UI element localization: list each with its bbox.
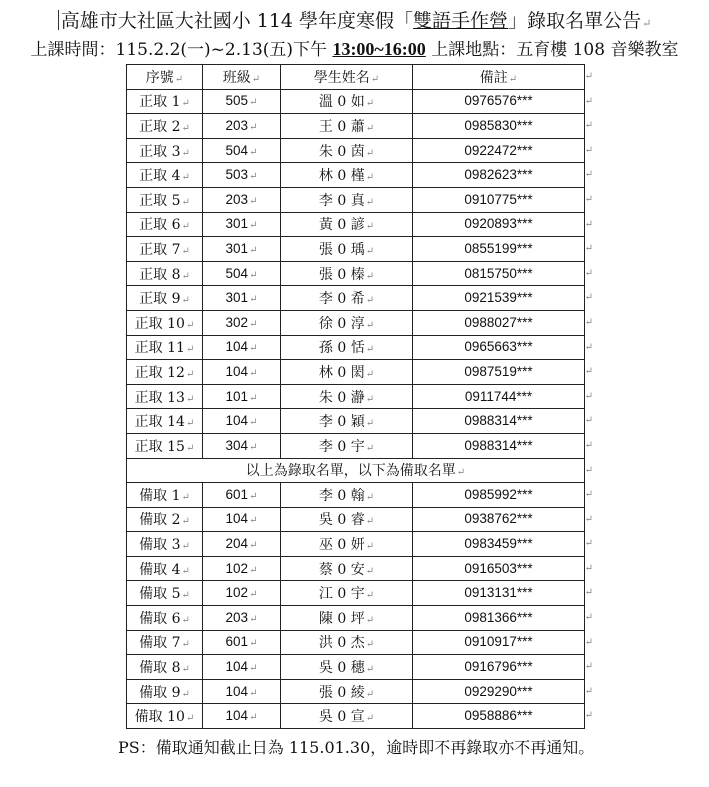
admitted-note-11: 0965663*** ↵ (413, 335, 585, 360)
admitted-class-1: 505↵ (203, 89, 281, 114)
waitlist-note-6: 0981366*** ↵ (413, 606, 585, 631)
admitted-class-4: 503↵ (203, 163, 281, 188)
admitted-note-10: 0988027*** ↵ (413, 310, 585, 335)
table-row (127, 507, 585, 532)
table-row (127, 138, 585, 163)
document-title (0, 8, 709, 37)
waitlist-name-1: 李 0 翰↵ (281, 483, 413, 508)
title-prefix: 高雄市大社區大社國小 114 學年度寒假「 (60, 10, 414, 32)
admitted-note-4: 0982623*** ↵ (413, 163, 585, 188)
ps-note: PS：備取通知截止日為 115.01.30，逾時即不再錄取亦不再通知。 (118, 738, 595, 757)
admitted-class-9: 301↵ (203, 286, 281, 311)
table-row (127, 606, 585, 631)
waitlist-class-1: 601↵ (203, 483, 281, 508)
table-row (127, 310, 585, 335)
admitted-class-8: 504↵ (203, 261, 281, 286)
waitlist-seq-3: 備取 3↵ (127, 532, 203, 557)
admitted-class-3: 504↵ (203, 138, 281, 163)
table-row (127, 89, 585, 114)
waitlist-seq-4: 備取 4↵ (127, 556, 203, 581)
waitlist-seq-7: 備取 7↵ (127, 630, 203, 655)
waitlist-seq-2: 備取 2↵ (127, 507, 203, 532)
admitted-seq-3: 正取 3↵ (127, 138, 203, 163)
admitted-note-13: 0911744*** ↵ (413, 384, 585, 409)
admitted-seq-13: 正取 13↵ (127, 384, 203, 409)
admitted-name-4: 林 0 槿↵ (281, 163, 413, 188)
waitlist-seq-1: 備取 1↵ (127, 483, 203, 508)
schedule-line (0, 37, 709, 62)
schedule-location: 上課地點：五育樓 108 音樂教室 (425, 40, 679, 60)
admitted-name-15: 李 0 宇↵ (281, 433, 413, 458)
table-row (127, 679, 585, 704)
table-row (127, 581, 585, 606)
admitted-class-12: 104↵ (203, 360, 281, 385)
table-header-row (127, 65, 585, 90)
admitted-name-3: 朱 0 茵↵ (281, 138, 413, 163)
header-class: 班級↵ (203, 65, 281, 90)
waitlist-name-5: 江 0 宇↵ (281, 581, 413, 606)
admitted-seq-7: 正取 7↵ (127, 237, 203, 262)
admitted-note-3: 0922472*** ↵ (413, 138, 585, 163)
admitted-class-10: 302↵ (203, 310, 281, 335)
waitlist-name-7: 洪 0 杰↵ (281, 630, 413, 655)
table-row (127, 114, 585, 139)
roster-table (126, 64, 593, 729)
table-row (127, 335, 585, 360)
waitlist-note-9: 0929290*** ↵ (413, 679, 585, 704)
table-row (127, 655, 585, 680)
header-seq: 序號↵ (127, 65, 203, 90)
table-row (127, 286, 585, 311)
admitted-seq-14: 正取 14↵ (127, 409, 203, 434)
table-row (127, 187, 585, 212)
table-row (127, 212, 585, 237)
admitted-name-2: 王 0 蕭↵ (281, 114, 413, 139)
waitlist-note-2: 0938762*** ↵ (413, 507, 585, 532)
table-row (127, 409, 585, 434)
waitlist-class-6: 203↵ (203, 606, 281, 631)
waitlist-class-3: 204↵ (203, 532, 281, 557)
admitted-class-14: 104↵ (203, 409, 281, 434)
table-row (127, 704, 585, 729)
admitted-note-6: 0920893*** ↵ (413, 212, 585, 237)
table-row (127, 532, 585, 557)
admitted-class-6: 301↵ (203, 212, 281, 237)
admitted-note-8: 0815750*** ↵ (413, 261, 585, 286)
admitted-note-15: 0988314*** ↵ (413, 433, 585, 458)
waitlist-seq-10: 備取 10↵ (127, 704, 203, 729)
header-name: 學生姓名↵ (281, 65, 413, 90)
waitlist-note-8: 0916796*** ↵ (413, 655, 585, 680)
table-row (127, 261, 585, 286)
admitted-name-5: 李 0 真↵ (281, 187, 413, 212)
waitlist-seq-9: 備取 9↵ (127, 679, 203, 704)
admitted-seq-12: 正取 12↵ (127, 360, 203, 385)
admitted-note-7: 0855199*** ↵ (413, 237, 585, 262)
waitlist-note-10: 0958886*** ↵ (413, 704, 585, 729)
admitted-name-6: 黃 0 諺↵ (281, 212, 413, 237)
admitted-class-11: 104↵ (203, 335, 281, 360)
waitlist-note-4: 0916503*** ↵ (413, 556, 585, 581)
waitlist-note-3: 0983459*** ↵ (413, 532, 585, 557)
admitted-seq-10: 正取 10↵ (127, 310, 203, 335)
waitlist-name-3: 巫 0 妍↵ (281, 532, 413, 557)
waitlist-note-5: 0913131*** ↵ (413, 581, 585, 606)
title-camp-name: 雙語手作營 (413, 10, 509, 32)
admitted-seq-2: 正取 2↵ (127, 114, 203, 139)
admitted-seq-6: 正取 6↵ (127, 212, 203, 237)
header-note: 備註↵ ↵ (413, 65, 585, 90)
waitlist-seq-8: 備取 8↵ (127, 655, 203, 680)
table-row (127, 483, 585, 508)
table-row (127, 384, 585, 409)
waitlist-name-8: 吳 0 穗↵ (281, 655, 413, 680)
admitted-note-2: 0985830*** ↵ (413, 114, 585, 139)
admitted-name-14: 李 0 穎↵ (281, 409, 413, 434)
admitted-seq-1: 正取 1↵ (127, 89, 203, 114)
admitted-note-14: 0988314*** ↵ (413, 409, 585, 434)
waitlist-name-10: 吳 0 宣↵ (281, 704, 413, 729)
admitted-name-8: 張 0 榛↵ (281, 261, 413, 286)
waitlist-class-7: 601↵ (203, 630, 281, 655)
admitted-name-10: 徐 0 淳↵ (281, 310, 413, 335)
waitlist-class-2: 104↵ (203, 507, 281, 532)
waitlist-name-4: 蔡 0 安↵ (281, 556, 413, 581)
table-row (127, 556, 585, 581)
admitted-class-13: 101↵ (203, 384, 281, 409)
admitted-name-13: 朱 0 瀞↵ (281, 384, 413, 409)
admitted-note-12: 0987519*** ↵ (413, 360, 585, 385)
table-row (127, 433, 585, 458)
admitted-seq-4: 正取 4↵ (127, 163, 203, 188)
waitlist-class-4: 102↵ (203, 556, 281, 581)
separator-text: 以上為錄取名單，以下為備取名單↵ ↵ (127, 458, 585, 483)
paragraph-mark-icon: ↵ (642, 17, 652, 30)
waitlist-seq-6: 備取 6↵ (127, 606, 203, 631)
admitted-seq-15: 正取 15↵ (127, 433, 203, 458)
table-row (127, 237, 585, 262)
waitlist-class-5: 102↵ (203, 581, 281, 606)
waitlist-note-1: 0985992*** ↵ (413, 483, 585, 508)
admitted-seq-9: 正取 9↵ (127, 286, 203, 311)
waitlist-seq-5: 備取 5↵ (127, 581, 203, 606)
admitted-name-1: 溫 0 如↵ (281, 89, 413, 114)
admitted-name-7: 張 0 瑀↵ (281, 237, 413, 262)
table-row (127, 360, 585, 385)
admitted-class-5: 203↵ (203, 187, 281, 212)
waitlist-class-9: 104↵ (203, 679, 281, 704)
admitted-note-1: 0976576*** ↵ (413, 89, 585, 114)
schedule-time: 13:00~16:00 (332, 39, 426, 59)
admitted-class-15: 304↵ (203, 433, 281, 458)
waitlist-name-2: 吳 0 睿↵ (281, 507, 413, 532)
waitlist-name-9: 張 0 綾↵ (281, 679, 413, 704)
admitted-seq-5: 正取 5↵ (127, 187, 203, 212)
waitlist-name-6: 陳 0 坪↵ (281, 606, 413, 631)
admitted-class-2: 203↵ (203, 114, 281, 139)
admitted-note-5: 0910775*** ↵ (413, 187, 585, 212)
admitted-note-9: 0921539*** ↵ (413, 286, 585, 311)
table-row (127, 630, 585, 655)
admitted-name-9: 李 0 希↵ (281, 286, 413, 311)
waitlist-class-10: 104↵ (203, 704, 281, 729)
text-cursor (58, 10, 59, 30)
waitlist-class-8: 104↵ (203, 655, 281, 680)
admitted-seq-8: 正取 8↵ (127, 261, 203, 286)
admitted-class-7: 301↵ (203, 237, 281, 262)
waitlist-note-7: 0910917*** ↵ (413, 630, 585, 655)
admitted-name-12: 林 0 閎↵ (281, 360, 413, 385)
title-suffix: 」錄取名單公告 (508, 10, 642, 32)
admitted-name-11: 孫 0 恬↵ (281, 335, 413, 360)
schedule-date: 上課時間：115.2.2(一)~2.13(五)下午 (30, 40, 333, 60)
separator-row (127, 458, 585, 483)
admitted-seq-11: 正取 11↵ (127, 335, 203, 360)
table-row (127, 163, 585, 188)
